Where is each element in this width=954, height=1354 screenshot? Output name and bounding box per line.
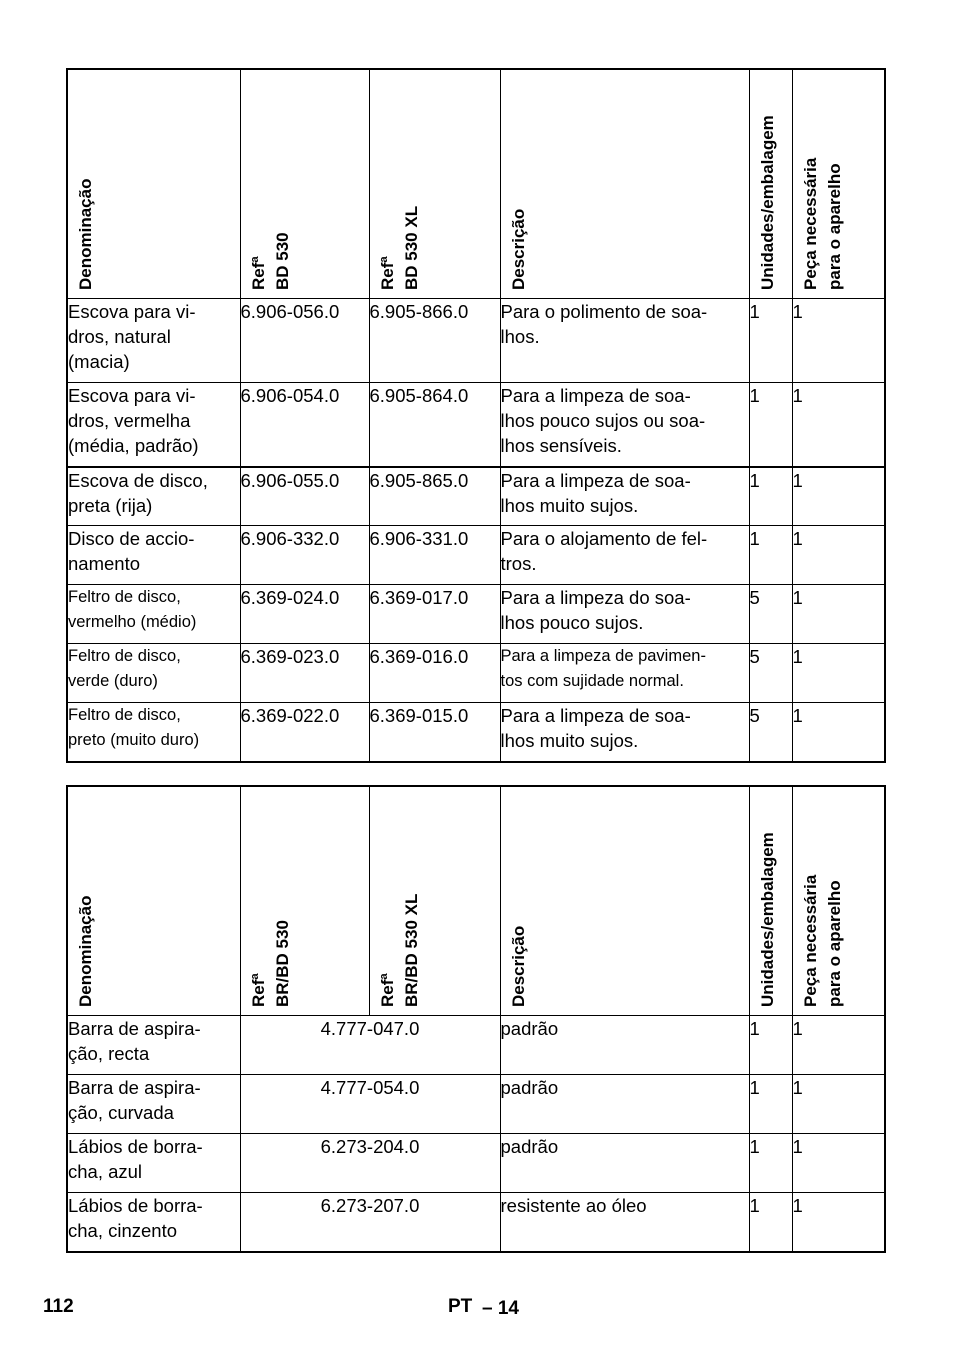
table-row [67, 585, 885, 644]
cell-line: dros, vermelha [68, 410, 191, 431]
cell-ref-a: 6.369-023.0 [240, 644, 369, 703]
header-needed: Peça necessária para o aparelho [792, 69, 885, 299]
cell-line: Escova para vi- [68, 301, 196, 322]
cell-units: 1 [749, 526, 792, 585]
table-row [67, 1016, 885, 1075]
table-row [67, 526, 885, 585]
cell-needed: 1 [792, 1134, 885, 1193]
cell-line: verde (duro) [68, 672, 158, 690]
header-ref-b: Refª BR/BD 530 XL [369, 786, 500, 1016]
cell-description [500, 585, 749, 644]
table-row [67, 1075, 885, 1134]
cell-description [500, 299, 749, 383]
table-row [67, 1134, 885, 1193]
cell-line: tros. [500, 553, 537, 574]
header-description: Descrição [500, 786, 749, 1016]
cell-line: lhos muito sujos. [500, 730, 639, 751]
table-row [67, 703, 885, 762]
cell-ref: 4.777-047.0 [240, 1016, 500, 1075]
cell-line: ção, curvada [68, 1102, 174, 1123]
cell-description [500, 383, 749, 467]
cell-line: Barra de aspira- [68, 1077, 201, 1098]
cell-ref-a: 6.906-332.0 [240, 526, 369, 585]
cell-line: Lábios de borra- [68, 1195, 203, 1216]
cell-line: Para o polimento de soa- [500, 301, 708, 322]
header-ref-a: Refª BR/BD 530 [240, 786, 369, 1016]
cell-line: lhos sensíveis. [500, 435, 622, 456]
cell-line: Para a limpeza de soa- [500, 705, 691, 726]
cell-description [500, 526, 749, 585]
cell-needed: 1 [792, 1075, 885, 1134]
cell-ref-a: 6.369-024.0 [240, 585, 369, 644]
cell-line: (macia) [68, 351, 130, 372]
header-description: Descrição [500, 69, 749, 299]
cell-units: 1 [749, 1193, 792, 1252]
cell-line: Escova para vi- [68, 385, 196, 406]
cell-description: padrão [500, 1075, 749, 1134]
cell-ref-b: 6.905-864.0 [369, 383, 500, 467]
cell-line: (média, padrão) [68, 435, 199, 456]
cell-description [500, 467, 749, 526]
cell-name [67, 703, 240, 762]
cell-needed: 1 [792, 644, 885, 703]
table-row [67, 1193, 885, 1252]
cell-name [67, 1075, 240, 1134]
cell-units: 1 [749, 1075, 792, 1134]
cell-ref-a: 6.906-054.0 [240, 383, 369, 467]
cell-needed: 1 [792, 703, 885, 762]
cell-units: 1 [749, 467, 792, 526]
cell-line: namento [68, 553, 140, 574]
cell-ref: 4.777-054.0 [240, 1075, 500, 1134]
cell-ref: 6.273-204.0 [240, 1134, 500, 1193]
cell-ref-b: 6.369-016.0 [369, 644, 500, 703]
header-name: Denominação [67, 786, 240, 1016]
cell-name [67, 1016, 240, 1075]
header-needed: Peça necessária para o aparelho [792, 786, 885, 1016]
cell-units: 5 [749, 585, 792, 644]
cell-name [67, 467, 240, 526]
table-header-row [67, 786, 885, 1016]
cell-needed: 1 [792, 299, 885, 383]
cell-name [67, 1134, 240, 1193]
cell-line: Para o alojamento de fel- [500, 528, 708, 549]
cell-line: Disco de accio- [68, 528, 195, 549]
cell-line: cha, cinzento [68, 1220, 178, 1241]
cell-units: 1 [749, 1134, 792, 1193]
cell-line: lhos. [500, 326, 540, 347]
header-name: Denominação [67, 69, 240, 299]
cell-needed: 1 [792, 1193, 885, 1252]
cell-line: cha, azul [68, 1161, 143, 1182]
footer-section: – 14 [482, 1298, 519, 1319]
cell-ref-a: 6.906-056.0 [240, 299, 369, 383]
cell-line: Feltro de disco, [68, 588, 181, 606]
cell-ref-b: 6.905-865.0 [369, 467, 500, 526]
cell-units: 5 [749, 644, 792, 703]
cell-line: Escova de disco, [68, 469, 208, 491]
parts-table-bd530 [66, 68, 886, 763]
table-row [67, 644, 885, 703]
cell-line: ção, recta [68, 1043, 150, 1064]
page-number: 112 [43, 1296, 74, 1317]
cell-line: Barra de aspira- [68, 1018, 201, 1039]
table-row [67, 299, 885, 383]
cell-description: padrão [500, 1134, 749, 1193]
cell-ref-b: 6.905-866.0 [369, 299, 500, 383]
cell-line: Para a limpeza de pavimen- [500, 647, 706, 665]
cell-description: padrão [500, 1016, 749, 1075]
cell-ref: 6.273-207.0 [240, 1193, 500, 1252]
cell-line: Para a limpeza de soa- [500, 469, 691, 491]
cell-units: 1 [749, 299, 792, 383]
header-units: Unidades/embalagem [749, 69, 792, 299]
cell-name [67, 644, 240, 703]
cell-line: preto (muito duro) [68, 731, 200, 749]
cell-description [500, 644, 749, 703]
footer-lang: PT [448, 1296, 473, 1317]
cell-line: lhos pouco sujos. [500, 612, 644, 633]
cell-ref-b: 6.369-017.0 [369, 585, 500, 644]
cell-line: Feltro de disco, [68, 706, 181, 724]
cell-ref-b: 6.369-015.0 [369, 703, 500, 762]
cell-needed: 1 [792, 383, 885, 467]
cell-ref-a: 6.906-055.0 [240, 467, 369, 526]
cell-line: preta (rija) [68, 494, 153, 516]
cell-needed: 1 [792, 585, 885, 644]
cell-name [67, 585, 240, 644]
cell-needed: 1 [792, 467, 885, 526]
cell-description: resistente ao óleo [500, 1193, 749, 1252]
cell-line: lhos muito sujos. [500, 494, 639, 516]
parts-table-brbd530 [66, 785, 886, 1253]
cell-line: Para a limpeza de soa- [500, 385, 691, 406]
cell-line: Feltro de disco, [68, 647, 181, 665]
cell-units: 5 [749, 703, 792, 762]
cell-line: lhos pouco sujos ou soa- [500, 410, 706, 431]
cell-line: Para a limpeza do soa- [500, 587, 691, 608]
header-ref-b: Refª BD 530 XL [369, 69, 500, 299]
cell-line: tos com sujidade normal. [500, 672, 684, 690]
cell-ref-b: 6.906-331.0 [369, 526, 500, 585]
cell-name [67, 383, 240, 467]
cell-needed: 1 [792, 1016, 885, 1075]
cell-name [67, 299, 240, 383]
cell-needed: 1 [792, 526, 885, 585]
header-ref-a: Refª BD 530 [240, 69, 369, 299]
table-row [67, 383, 885, 467]
cell-line: dros, natural [68, 326, 171, 347]
cell-description [500, 703, 749, 762]
cell-line: Lábios de borra- [68, 1136, 203, 1157]
cell-ref-a: 6.369-022.0 [240, 703, 369, 762]
table-row [67, 467, 885, 526]
cell-units: 1 [749, 1016, 792, 1075]
header-units: Unidades/embalagem [749, 786, 792, 1016]
cell-name [67, 1193, 240, 1252]
table-header-row [67, 69, 885, 299]
cell-name [67, 526, 240, 585]
cell-units: 1 [749, 383, 792, 467]
cell-line: vermelho (médio) [68, 613, 197, 631]
